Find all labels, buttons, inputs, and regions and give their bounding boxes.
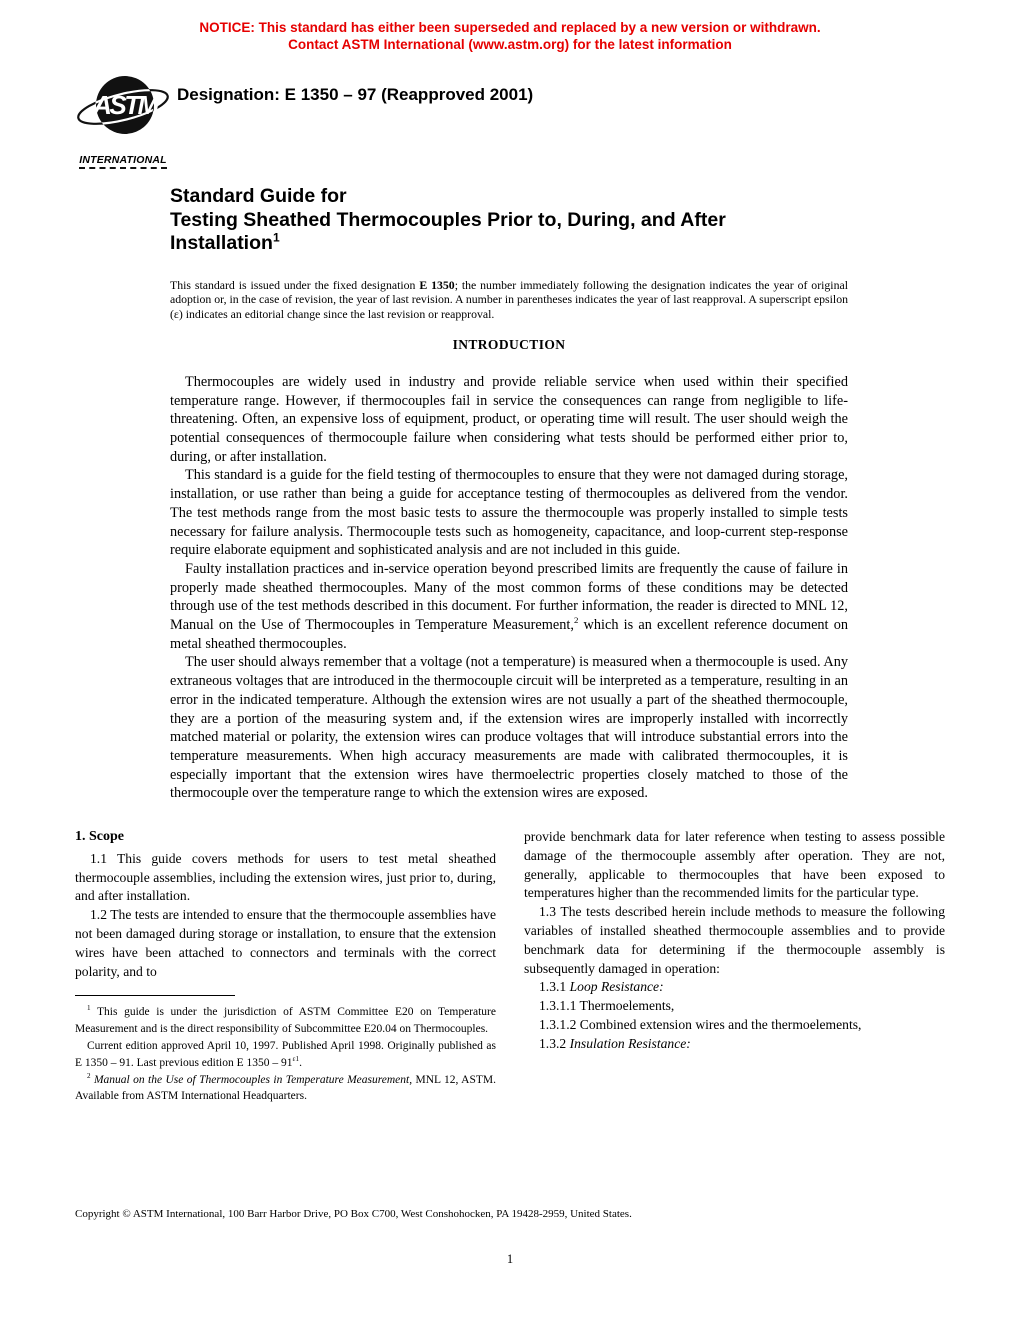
title-line-3: Installation$^1$ bbox=[170, 230, 280, 254]
supersession-notice bbox=[0, 0, 1020, 53]
introduction-heading: INTRODUCTION bbox=[452, 336, 566, 352]
scope-paragraph-1-1: 1.1 This guide covers methods for users to test metal sheathed thermocouple assemblies, including the extension wires, just prior to, during, and after installation. bbox=[75, 850, 496, 904]
scope-paragraph-1-2-continued: provide benchmark data for later reference when testing to assess possible damage of the thermocouple assembly after operation. They are not, generally, applicable to thermocouples that have been exposed to temperatures higher than the recommended limits for the particular type. bbox=[524, 829, 945, 901]
scope-item-1-3-1-2: 1.3.1.2 Combined extension wires and the thermoelements, bbox=[539, 1017, 862, 1033]
scope-paragraph-1-3: 1.3 The tests described herein include methods to measure the following variables of installed sheathed thermocouple assemblies and to provide benchmark data for determining if the thermocouple assembly is subsequently damaged in operation: bbox=[524, 904, 945, 976]
designation: Designation: E 1350 – 97 (Reapproved 2001) bbox=[177, 85, 534, 104]
two-column-section bbox=[75, 828, 945, 1105]
svg-text:ASTM: ASTM bbox=[93, 90, 157, 120]
scope-heading: 1. Scope bbox=[75, 829, 124, 845]
issuing-statement: This standard is issued under the fixed designation E 1350; the number immediately following the designation indicates the year of original adoption or, in the case of revision, the year of last revision. A number in parentheses indicates the year of last reapproval. A superscript epsilon (ε) indicates an editorial change since the last revision or reapproval. bbox=[170, 277, 849, 322]
scope-item-1-3-1: 1.3.1 Loop Resistance: bbox=[539, 979, 664, 995]
footnote-rule bbox=[75, 995, 235, 996]
intro-paragraph-4: The user should always remember that a voltage (not a temperature) is measured when a thermocouple is used. Any extraneous voltages that are introduced in the thermocouple circuit will be interpreted as a temperature, resulting in an error in the indicated temperature. Although the extension wires are not usually a part of the sheathed thermocouple, they are a portion of the measuring system and, if the extension wires are improperly installed with incorrectly matched material or polarity, the extension wires can produce voltages that will introduce substantial errors into the temperature measurements. When high accuracy measurements are made with calibrated thermocouples, it is especially important that the extension wires have thermoelectric properties closely matched to those of the thermocouple over the temperature range to which the extension wires are exposed. bbox=[170, 654, 848, 802]
title-line-1: Standard Guide for bbox=[170, 185, 347, 207]
astm-logo-subtext: INTERNATIONAL bbox=[79, 154, 167, 169]
right-column bbox=[524, 828, 945, 1105]
title-line-2: Testing Sheathed Thermocouples Prior to, During, and After bbox=[170, 208, 726, 231]
notice-line-2: Contact ASTM International (www.astm.org) for the latest information bbox=[288, 36, 732, 52]
footnotes bbox=[75, 995, 496, 1105]
notice-line-1: NOTICE: This standard has either been superseded and replaced by a new version or withdrawn. bbox=[199, 20, 821, 35]
scope-paragraph-1-2: 1.2 The tests are intended to ensure that the thermocouple assemblies have not been damaged during storage or installation, to ensure that the extension wires have been attached to connectors and terminals with the correct polarity, and to bbox=[75, 907, 496, 979]
scope-item-1-3-1-1: 1.3.1.1 Thermoelements, bbox=[539, 998, 675, 1014]
left-column bbox=[75, 828, 496, 1105]
footnote-edition: Current edition approved April 10, 1997. Published April 1998. Originally published as E 1350 – 91. Last previous edition E $1350 - 91^{\varepsilon 1}$. bbox=[75, 1040, 496, 1069]
copyright-line: Copyright © ASTM International, 100 Barr Harbor Drive, PO Box C700, West Conshohocken, PA 19428-2959, United States. bbox=[75, 1208, 632, 1220]
intro-paragraph-1: Thermocouples are widely used in industry and provide reliable service when used within their specified temperature range. However, if thermocouples fail in service the consequences can range from negligible to life-threatening. Often, an expensive loss of equipment, product, or operating time will result. The user should weigh the potential consequences of thermocouple failure when considering what tests should be performed either prior to, during, or after installation. bbox=[170, 373, 848, 465]
document-header bbox=[73, 73, 1020, 169]
title-footnote-ref: 1 bbox=[272, 230, 280, 245]
footnote-2: $^2$ Manual on the Use of Thermocouples in Temperature Measurement, MNL 12, ASTM. Available from ASTM International Headquarters. bbox=[75, 1071, 497, 1103]
footnote-1: $^1$ This guide is under the jurisdiction of ASTM Committee E20 on Temperature Measurement and is the direct responsibility of Subcommittee E20.04 on Thermocouples. bbox=[75, 1004, 496, 1036]
astm-logo bbox=[73, 73, 173, 169]
intro-paragraph-3: Faulty installation practices and in-service operation beyond prescribed limits are frequently the cause of failure in properly made sheathed thermocouples. Many of the most common forms of these conditions may be detected through use of the test methods described in this document. For further information, the reader is directed to MNL 12, Manual on the Use of Thermocouples in Temperature Measurement,$^2$ which is an excellent reference document on metal sheathed thermocouples. bbox=[170, 560, 849, 652]
introduction-body bbox=[170, 373, 848, 803]
document-title bbox=[170, 185, 860, 256]
intro-paragraph-2: This standard is a guide for the field testing of thermocouples to ensure that they were not damaged during storage, installation, or use rather than being a guide for acceptance testing of thermocouples as delivered from the vendor. The test methods range from the most basic tests to assure the thermocouple was properly installed to simple tests necessary for failure analysis. Thermocouple tests such as homogeneity, capacitance, and loop-current step-response require elaborate equipment and sophisticated analysis and are not included in this guide. bbox=[170, 467, 848, 559]
scope-item-1-3-2: 1.3.2 Insulation Resistance: bbox=[539, 1035, 691, 1051]
astm-globe-icon bbox=[73, 73, 173, 145]
page-number: 1 bbox=[506, 1252, 514, 1266]
